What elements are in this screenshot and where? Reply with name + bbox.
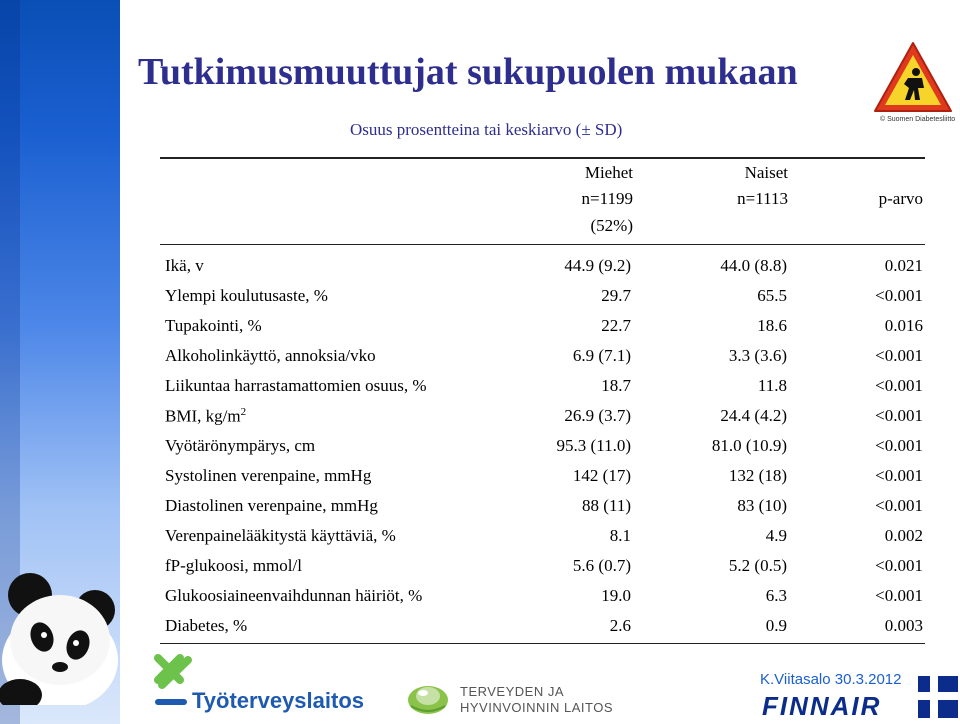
row-label: Tupakointi, %: [165, 316, 262, 335]
row-label: Glukoosiaineenvaihdunnan häiriöt, %: [165, 586, 423, 605]
table-row: [165, 526, 923, 556]
thl-line-1: TERVEYDEN JA: [460, 684, 565, 699]
row-pvalue: 0.021: [884, 256, 923, 275]
row-pvalue: 0.016: [884, 316, 923, 335]
ttl-logo-text: Työterveyslaitos: [192, 688, 365, 713]
row-men-value: 88 (11): [582, 496, 631, 515]
row-men-value: 5.6 (0.7): [572, 556, 631, 575]
row-men-value: 8.1: [609, 526, 631, 545]
row-pvalue: <0.001: [875, 466, 923, 485]
row-pvalue: <0.001: [875, 346, 923, 365]
row-men-value: 18.7: [601, 376, 631, 395]
row-pvalue: <0.001: [875, 286, 923, 305]
warning-sign-icon: [872, 40, 954, 116]
header-men-n: n=1199: [581, 189, 633, 208]
table-row: [165, 586, 923, 616]
row-women-value: 44.0 (8.8): [720, 256, 787, 275]
row-women-value: 6.3: [765, 586, 787, 605]
row-pvalue: <0.001: [875, 406, 923, 425]
table-row: [165, 436, 923, 466]
table-row: [165, 496, 923, 526]
row-label: Ikä, v: [165, 256, 204, 275]
row-label: Liikuntaa harrastamattomien osuus, %: [165, 376, 427, 395]
finnair-flag-icon: [918, 676, 958, 718]
row-label: [165, 406, 246, 427]
table-bottom-rule: [160, 643, 925, 644]
row-pvalue: <0.001: [875, 556, 923, 575]
author-date: K.Viitasalo 30.3.2012: [760, 671, 902, 688]
thl-leaf-logo-icon: [405, 676, 451, 718]
thl-line-2: HYVINVOINNIN LAITOS: [460, 700, 614, 715]
header-men-pct: (52%): [590, 216, 633, 235]
row-pvalue: 0.003: [884, 616, 923, 635]
row-men-value: 6.9 (7.1): [572, 346, 631, 365]
row-women-value: 65.5: [757, 286, 787, 305]
copyright-note: © Suomen Diabetesliitto: [880, 116, 956, 123]
table-row: [165, 466, 923, 496]
table-row: [165, 316, 923, 346]
panda-mascot-icon: [0, 555, 120, 705]
row-women-value: 132 (18): [728, 466, 787, 485]
row-label: Systolinen verenpaine, mmHg: [165, 466, 372, 485]
row-label: Diabetes, %: [165, 616, 248, 635]
row-women-value: 11.8: [757, 376, 787, 395]
row-label: Alkoholinkäyttö, annoksia/vko: [165, 346, 376, 365]
table-top-rule: [160, 157, 925, 159]
header-men-label: Miehet: [584, 163, 633, 182]
row-label: fP-glukoosi, mmol/l: [165, 556, 302, 575]
row-pvalue: 0.002: [884, 526, 923, 545]
row-men-value: 26.9 (3.7): [564, 406, 631, 425]
page-title: Tutkimusmuuttujat sukupuolen mukaan: [138, 51, 798, 93]
row-men-value: 29.7: [601, 286, 631, 305]
row-men-value: 22.7: [601, 316, 631, 335]
table-row: [165, 256, 923, 286]
header-women-label: Naiset: [744, 163, 788, 182]
table-row: [165, 286, 923, 316]
table-row: [165, 376, 923, 406]
row-label: Ylempi koulutusaste, %: [165, 286, 328, 305]
row-label: Vyötärönympärys, cm: [165, 436, 316, 455]
table-row: [165, 346, 923, 376]
row-women-value: 0.9: [765, 616, 787, 635]
row-pvalue: <0.001: [875, 376, 923, 395]
row-pvalue: <0.001: [875, 586, 923, 605]
table-row: [165, 556, 923, 586]
table-row: [165, 616, 923, 646]
row-men-value: 142 (17): [572, 466, 631, 485]
row-women-value: 81.0 (10.9): [711, 436, 787, 455]
row-men-value: 2.6: [609, 616, 631, 635]
row-women-value: 3.3 (3.6): [728, 346, 787, 365]
row-men-value: 95.3 (11.0): [556, 436, 631, 455]
row-men-value: 44.9 (9.2): [564, 256, 631, 275]
row-men-value: 19.0: [601, 586, 631, 605]
row-label: Diastolinen verenpaine, mmHg: [165, 496, 378, 515]
row-women-value: 4.9: [765, 526, 787, 545]
row-women-value: 83 (10): [737, 496, 787, 515]
header-women-n: n=1113: [737, 189, 788, 208]
row-women-value: 18.6: [757, 316, 787, 335]
row-pvalue: <0.001: [875, 436, 923, 455]
page-subtitle: Osuus prosentteina tai keskiarvo (± SD): [350, 120, 623, 139]
header-pvalue: p-arvo: [878, 189, 923, 208]
thl-logo-text: [460, 684, 613, 716]
table-header-rule: [160, 244, 925, 245]
row-women-value: 5.2 (0.5): [728, 556, 787, 575]
row-women-value: 24.4 (4.2): [720, 406, 787, 425]
row-pvalue: <0.001: [875, 496, 923, 515]
row-label-superscript: 2: [240, 406, 247, 418]
table-row: [165, 406, 923, 436]
row-label: Verenpainelääkitystä käyttäviä, %: [165, 526, 396, 545]
finnair-logo-text: FINNAIR: [762, 691, 882, 721]
row-label-text: BMI, kg/m: [165, 406, 241, 426]
